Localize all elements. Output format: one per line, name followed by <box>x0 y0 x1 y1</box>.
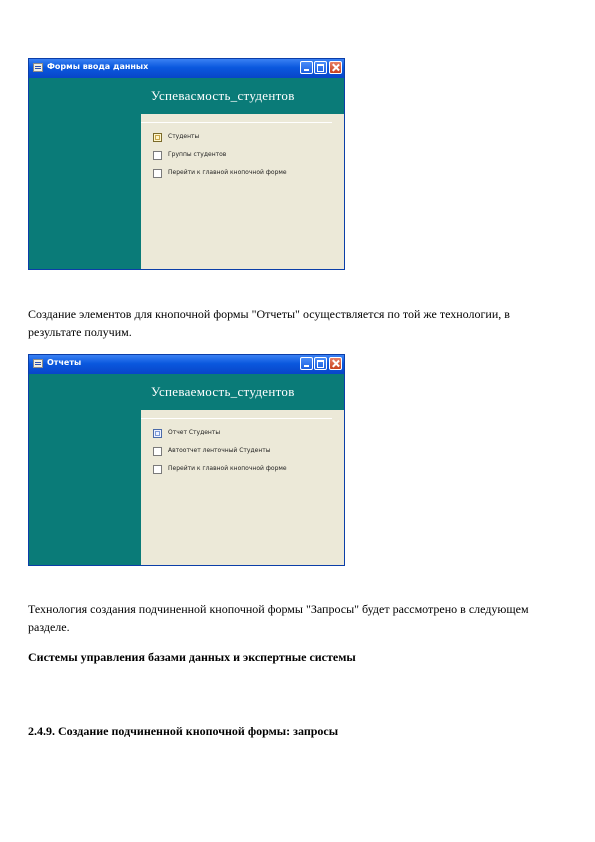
maximize-button[interactable] <box>314 357 327 370</box>
option-button[interactable] <box>153 151 162 160</box>
switchboard-item-label: Автоотчет ленточный Студенты <box>168 447 271 454</box>
close-button[interactable] <box>329 357 342 370</box>
switchboard-item-label: Перейти к главной кнопочной форме <box>168 169 287 176</box>
switchboard-content <box>29 78 344 269</box>
switchboard-item-label: Перейти к главной кнопочной форме <box>168 465 287 472</box>
close-button[interactable] <box>329 61 342 74</box>
window-titlebar[interactable] <box>29 355 344 374</box>
divider <box>141 122 332 123</box>
switchboard-side-panel <box>29 374 141 565</box>
switchboard-content <box>29 374 344 565</box>
option-button[interactable] <box>153 447 162 456</box>
switchboard-item-label: Студенты <box>168 133 200 140</box>
window-title: Отчеты <box>47 358 82 367</box>
switchboard-title: Успевасмость_студентов <box>151 88 295 103</box>
paragraph-queries: Технология создания подчиненной кнопочной формы "Запросы" будет рассмотрено в следующем разделе. <box>28 602 529 634</box>
subsection-heading: 2.4.9. Создание подчиненной кнопочной формы: запросы <box>28 724 339 738</box>
switchboard-side-panel <box>29 78 141 269</box>
form-icon <box>33 359 43 368</box>
switchboard-item-label: Отчет Студенты <box>168 429 221 436</box>
minimize-button[interactable] <box>300 61 313 74</box>
section-heading: Системы управления базами данных и экспертные системы <box>28 650 356 664</box>
switchboard-header <box>141 374 344 410</box>
paragraph-reports: Создание элементов для кнопочной формы "Отчеты" осуществляется по той же технологии, в результате получим. <box>28 307 510 339</box>
window-title: Формы ввода данных <box>47 62 149 71</box>
option-button[interactable] <box>153 133 162 142</box>
maximize-button[interactable] <box>314 61 327 74</box>
option-button[interactable] <box>153 429 162 438</box>
forms-window <box>28 58 345 270</box>
option-button[interactable] <box>153 465 162 474</box>
reports-window <box>28 354 345 566</box>
minimize-button[interactable] <box>300 357 313 370</box>
option-button[interactable] <box>153 169 162 178</box>
divider <box>141 418 332 419</box>
form-icon <box>33 63 43 72</box>
switchboard-title: Успеваемость_студентов <box>151 384 295 399</box>
switchboard-header <box>141 78 344 114</box>
switchboard-item-label: Группы студентов <box>168 151 227 158</box>
window-titlebar[interactable] <box>29 59 344 78</box>
